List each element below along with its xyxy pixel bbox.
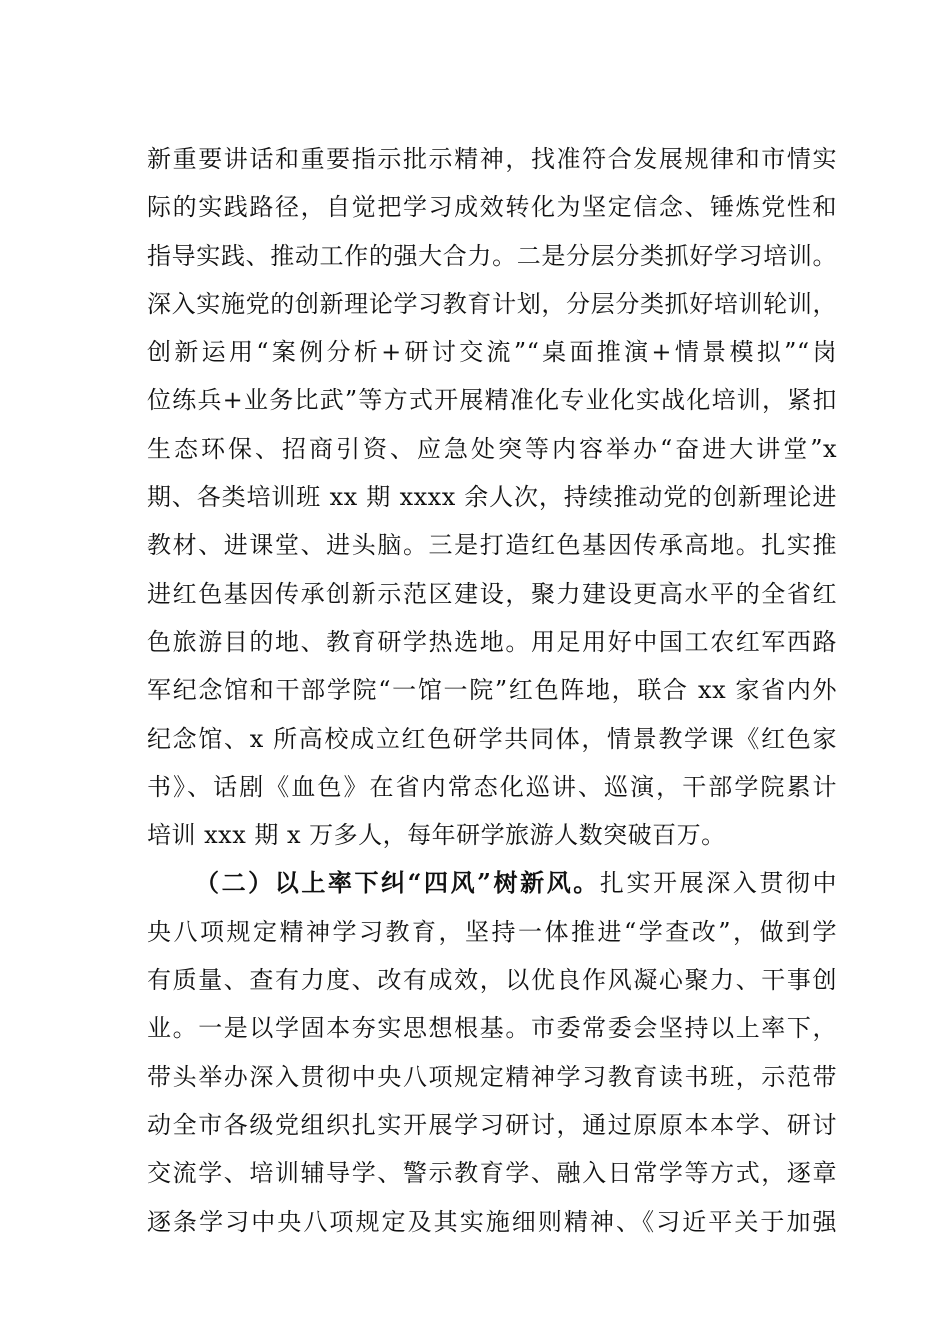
text-line: 新重要讲话和重要指示批示精神，找准符合发展规律和市情实 bbox=[147, 145, 837, 173]
section-heading: （二）以上率下纠“四风”树新风。 bbox=[195, 868, 600, 898]
heading-line-text: 扎实开展深入贯彻中 bbox=[599, 869, 838, 898]
text-line: 逐条学习中央八项规定及其实施细则精神、《习近平关于加强 bbox=[147, 1207, 837, 1236]
text-line: 业。一是以学固本夯实思想根基。市委常委会坚持以上率下， bbox=[147, 1014, 837, 1043]
text-line: 带头举办深入贯彻中央八项规定精神学习教育读书班，示范带 bbox=[147, 1062, 837, 1091]
text-line: 生态环保、招商引资、应急处突等内容举办“奋进大讲堂”x bbox=[147, 434, 837, 463]
text-line: 纪念馆、x 所高校成立红色研学共同体，情景教学课《红色家 bbox=[147, 724, 837, 753]
section-heading-line bbox=[147, 859, 837, 907]
text-line: 书》、话剧《血色》在省内常态化巡讲、巡演，干部学院累计 bbox=[147, 772, 837, 801]
text-line: 军纪念馆和干部学院“一馆一院”红色阵地，联合 xx 家省内外 bbox=[147, 676, 837, 705]
body-text bbox=[147, 135, 837, 1246]
text-line: 教材、进课堂、进头脑。三是打造红色基因传承高地。扎实推 bbox=[147, 531, 837, 560]
text-line: 创新运用“案例分析+研讨交流”“桌面推演+情景模拟”“岗 bbox=[147, 338, 837, 367]
text-line: 动全市各级党组织扎实开展学习研讨，通过原原本本学、研讨 bbox=[147, 1110, 837, 1139]
text-line: 位练兵+业务比武”等方式开展精准化专业化实战化培训，紧扣 bbox=[147, 386, 837, 415]
text-line: 期、各类培训班 xx 期 xxxx 余人次，持续推动党的创新理论进 bbox=[147, 483, 837, 512]
text-line: 进红色基因传承创新示范区建设，聚力建设更高水平的全省红 bbox=[147, 579, 837, 608]
text-line: 央八项规定精神学习教育，坚持一体推进“学查改”，做到学 bbox=[147, 917, 837, 946]
text-line: 有质量、查有力度、改有成效，以优良作风凝心聚力、干事创 bbox=[147, 966, 837, 995]
text-line: 际的实践路径，自觉把学习成效转化为坚定信念、锤炼党性和 bbox=[147, 193, 837, 222]
text-line: 色旅游目的地、教育研学热选地。用足用好中国工农红军西路 bbox=[147, 627, 837, 656]
text-line: 深入实施党的创新理论学习教育计划，分层分类抓好培训轮训， bbox=[147, 289, 837, 318]
text-line: 交流学、培训辅导学、警示教育学、融入日常学等方式，逐章 bbox=[147, 1159, 837, 1188]
text-line: 培训 xxx 期 x 万多人，每年研学旅游人数突破百万。 bbox=[147, 821, 726, 850]
text-line: 指导实践、推动工作的强大合力。二是分层分类抓好学习培训。 bbox=[147, 241, 837, 270]
paragraph-2 bbox=[147, 859, 837, 1245]
paragraph-1 bbox=[147, 135, 837, 859]
